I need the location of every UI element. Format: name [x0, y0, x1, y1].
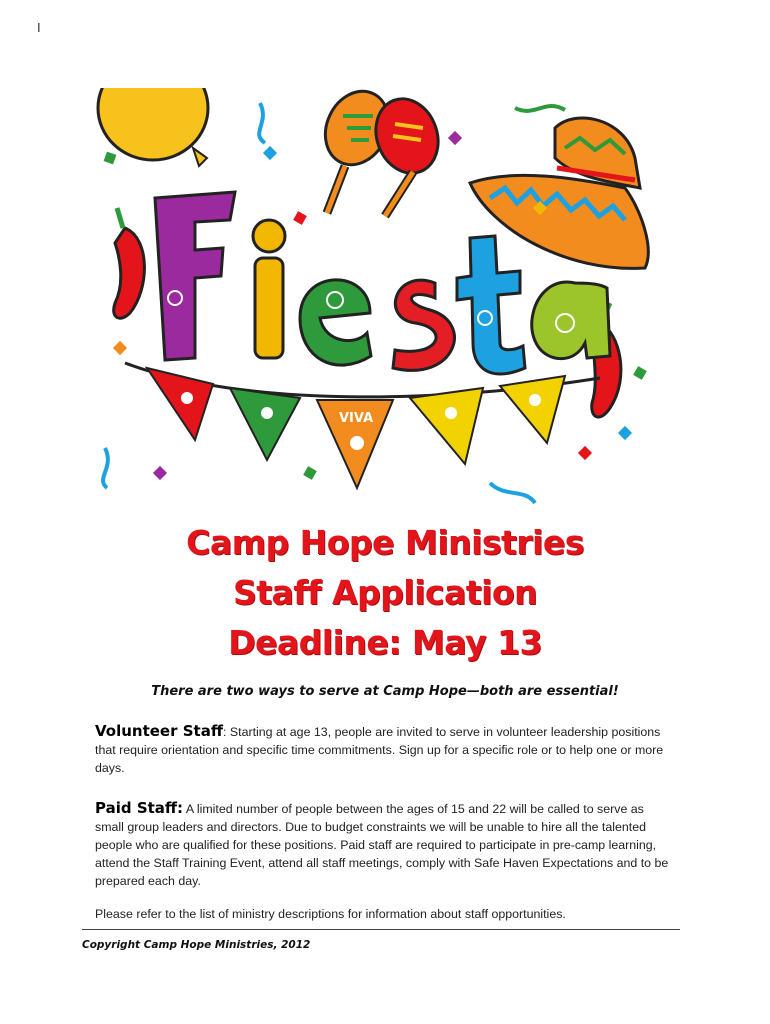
form-title: Staff Application — [232, 573, 537, 612]
corner-mark: I — [37, 20, 41, 35]
chili-pepper-icon — [114, 208, 145, 318]
paid-lead: Paid Staff: — [95, 799, 184, 817]
fiesta-artwork — [95, 88, 655, 508]
title-block — [0, 518, 770, 668]
banner-viva-text: VIVA — [339, 411, 374, 426]
balloon-icon — [98, 88, 208, 166]
org-title: Camp Hope Ministries — [186, 523, 584, 562]
copyright-text: Copyright Camp Hope Ministries, 2012 — [82, 939, 311, 951]
paid-paragraph — [95, 799, 675, 890]
maracas-icon — [314, 88, 448, 216]
footer-divider — [82, 929, 680, 930]
deadline-title: Deadline: May 13 — [228, 623, 542, 662]
volunteer-lead: Volunteer Staff — [95, 722, 223, 740]
paid-text: A limited number of people between the ages of 15 and 22 will be called to serve as small group leaders and directors. Due to budget constraints we will be unable to hire all the talented people who are qualified for these positions. Paid staff are required to participate in pre-camp learning, attend the Staff Training Event, attend all staff meetings, comply with Safe Haven Expectations and to be prepared each day. — [95, 802, 669, 888]
refer-text: Please refer to the list of ministry descriptions for information about staff opportunities. — [95, 907, 566, 921]
volunteer-text: : Starting at age 13, people are invited to serve in volunteer leadership positions that require orientation and specific time commitments. Sign up for a specific role or to help one or more days. — [95, 725, 664, 775]
intro-text: There are two ways to serve at Camp Hope—both are essential! — [151, 684, 619, 699]
volunteer-paragraph — [95, 722, 675, 777]
papel-picado-banner — [147, 368, 565, 488]
